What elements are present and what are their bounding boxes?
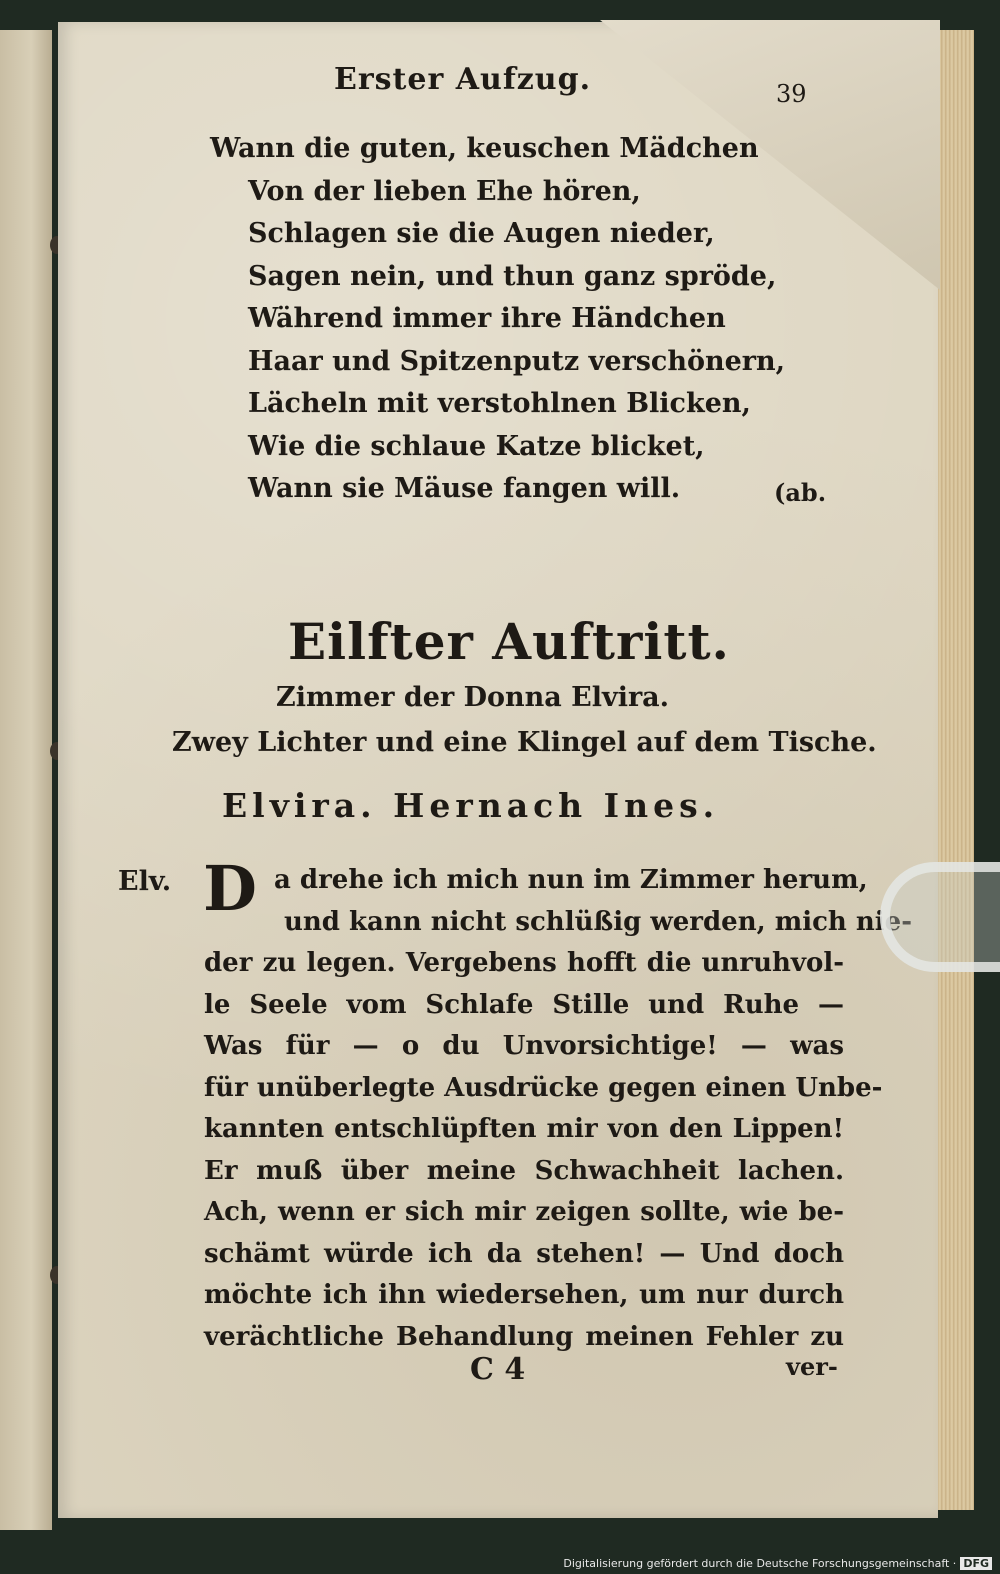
catchword: ver-	[786, 1352, 838, 1381]
verse-line: Wann sie Mäuse fangen will.	[248, 473, 681, 504]
verse-line: Sagen nein, und thun ganz spröde,	[248, 260, 777, 292]
verse-line: Wie die schlaue Katze blicket,	[248, 430, 705, 462]
verse-line: Von der lieben Ehe hören,	[248, 175, 641, 207]
speech-line: für unüberlegte Ausdrücke gegen einen Unbe-	[204, 1072, 883, 1103]
scene-place: Zimmer der Donna Elvira.	[276, 682, 670, 713]
speech-line: schämt würde ich da stehen! — Und doch	[204, 1238, 844, 1269]
page-clip	[880, 862, 1000, 972]
speech-line: der zu legen. Vergebens hofft die unruhvol-	[204, 948, 844, 978]
speech-line: verächtliche Behandlung meinen Fehler zu	[204, 1321, 844, 1352]
credit-text: Digitalisierung gefördert durch die Deutsche Forschungsgemeinschaft ·	[563, 1557, 957, 1570]
scene-characters: Elvira. Hernach Ines.	[222, 786, 720, 825]
speaker-label: Elv.	[118, 866, 172, 897]
facing-page-edge	[0, 30, 52, 1530]
speech-line: möchte ich ihn wiedersehen, um nur durch	[204, 1280, 844, 1310]
verse-line: Haar und Spitzenputz verschönern,	[248, 345, 786, 377]
scene-props: Zwey Lichter und eine Klingel auf dem Tische.	[172, 727, 877, 758]
speech-line: kannten entschlüpften mir von den Lippen!	[204, 1114, 844, 1144]
signature-mark: C 4	[470, 1352, 526, 1387]
verse-block	[210, 128, 785, 511]
dfg-logo: DFG	[960, 1557, 992, 1570]
verse-line: Während immer ihre Händchen	[248, 303, 726, 334]
speech-line: le Seele vom Schlafe Stille und Ruhe —	[204, 989, 844, 1020]
speech-line: Was für — o du Unvorsichtige! — was	[204, 1031, 844, 1061]
page-block-edge	[938, 30, 974, 1510]
speech-line: und kann nicht schlüßig werden, mich nie-	[284, 906, 912, 937]
digitization-credit	[563, 1557, 992, 1570]
drop-cap: D	[203, 852, 257, 925]
speech-line: a drehe ich mich nun im Zimmer herum,	[274, 865, 868, 895]
running-head: Erster Aufzug.	[334, 62, 592, 97]
speech-line: Ach, wenn er sich mir zeigen sollte, wie be-	[204, 1197, 844, 1227]
speech-line: Er muß über meine Schwachheit lachen.	[204, 1155, 844, 1186]
page-number: 39	[776, 80, 807, 108]
verse-line: Lächeln mit verstohlnen Blicken,	[248, 388, 751, 419]
stage-direction-exit: (ab.	[774, 478, 827, 507]
scene-title: Eilfter Auftritt.	[288, 612, 730, 671]
verse-line: Wann die guten, keuschen Mädchen	[210, 133, 759, 164]
verse-line: Schlagen sie die Augen nieder,	[248, 218, 715, 249]
speech-text	[204, 860, 912, 1358]
